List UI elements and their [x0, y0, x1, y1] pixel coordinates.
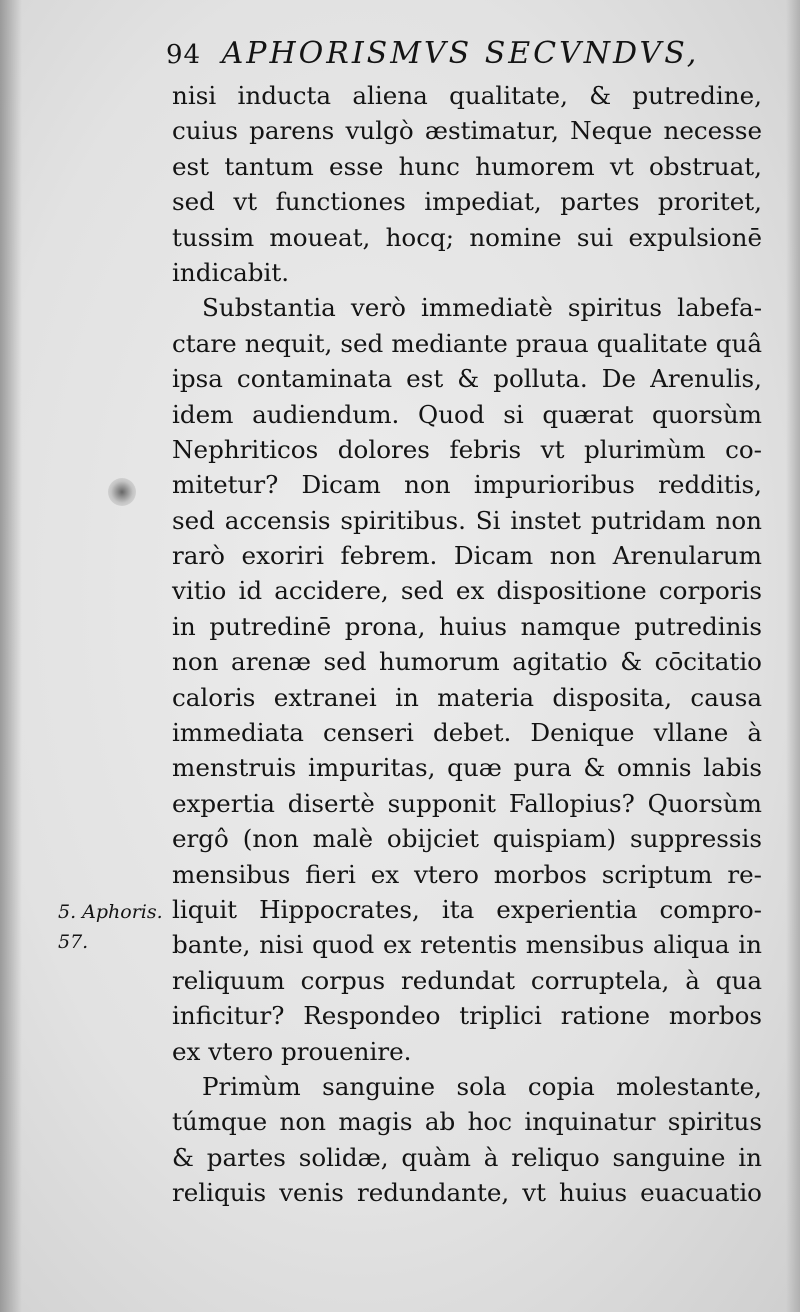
- text-line: ergô (non malè obijciet quispiam) suppressis: [172, 824, 762, 854]
- page-header: [166, 36, 766, 84]
- text-line: in putredinē prona, huius namque putredinis: [172, 611, 762, 641]
- page-number: 94: [166, 40, 202, 70]
- text-line: reliquis venis redundante, vt huius euacuatio: [172, 1178, 762, 1208]
- text-line: ctare nequit, sed mediante praua qualitate quâ: [172, 328, 762, 358]
- text-line: túmque non magis ab hoc inquinatur spiritus: [172, 1107, 762, 1137]
- text-line: bante, nisi quod ex retentis mensibus aliqua in: [172, 930, 762, 960]
- text-line: tussim moueat, hocq; nomine sui expulsionē: [172, 222, 762, 252]
- text-line: immediata censeri debet. Denique vllane à: [172, 718, 762, 748]
- text-line: liquit Hippocrates, ita experientia compro-: [172, 894, 762, 924]
- text-line: rarò exoriri febrem. Dicam non Arenularum: [172, 541, 762, 571]
- text-line: ipsa contaminata est & polluta. De Arenulis,: [172, 364, 762, 394]
- text-line: menstruis impuritas, quæ pura & omnis labis: [172, 753, 762, 783]
- text-line: indicabit.: [172, 257, 290, 287]
- text-line: caloris extranei in materia disposita, causa: [172, 682, 762, 712]
- text-line: idem audiendum. Quod si quærat quorsùm: [172, 399, 762, 429]
- text-line: sed accensis spiritibus. Si instet putridam non: [172, 505, 762, 535]
- text-line: reliquum corpus redundat corruptela, à qua: [172, 965, 762, 995]
- page-edge-shadow-right: [786, 0, 800, 1312]
- ink-spot: [108, 478, 136, 506]
- margin-note-number: 57.: [58, 931, 89, 953]
- body-text: [172, 78, 772, 1211]
- text-line: & partes solidæ, quàm à reliquo sanguine in: [172, 1142, 762, 1172]
- text-line: est tantum esse hunc humorem vt obstruat,: [172, 151, 762, 181]
- running-head: APHORISMVS SECVNDVS,: [221, 36, 700, 71]
- text-line: mitetur? Dicam non impurioribus redditis,: [172, 470, 762, 500]
- text-line: Primùm sanguine sola copia molestante,: [202, 1071, 762, 1101]
- text-line: vitio id accidere, sed ex dispositione corporis: [172, 576, 762, 606]
- margin-note-reference: 5. Aphoris.: [58, 901, 163, 923]
- text-line: sed vt functiones impediat, partes proritet,: [172, 187, 762, 217]
- text-line: ex vtero prouenire.: [172, 1036, 412, 1066]
- text-line: cuius parens vulgò æstimatur, Neque necesse: [172, 116, 762, 146]
- text-line: Nephriticos dolores febris vt plurimùm co-: [172, 434, 762, 464]
- text-line: inficitur? Respondeo triplici ratione morbos: [172, 1001, 762, 1031]
- text-line: Substantia verò immediatè spiritus labefa-: [202, 293, 762, 323]
- text-line: mensibus fieri ex vtero morbos scriptum re-: [172, 859, 762, 889]
- page-edge-shadow-left: [0, 0, 22, 1312]
- text-line: expertia disertè supponit Fallopius? Quorsùm: [172, 788, 762, 818]
- text-line: nisi inducta aliena qualitate, & putredine,: [172, 81, 762, 110]
- text-line: non arenæ sed humorum agitatio & cōcitatio: [172, 647, 762, 677]
